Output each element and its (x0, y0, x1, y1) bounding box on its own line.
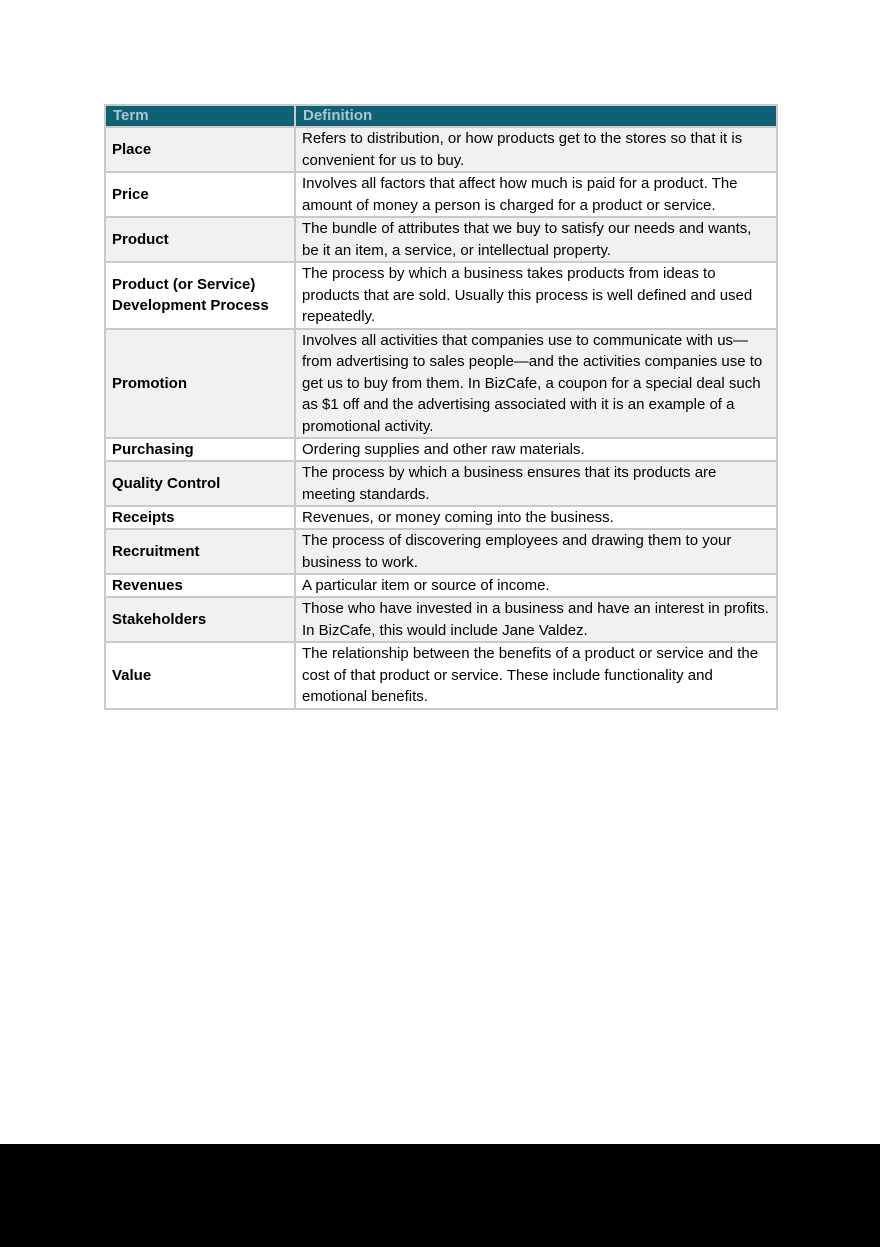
term-cell: Place (105, 127, 295, 172)
term-cell: Purchasing (105, 438, 295, 461)
table-row (105, 172, 777, 217)
definition-cell: Ordering supplies and other raw materials. (295, 438, 777, 461)
table-row (105, 529, 777, 574)
term-cell: Product (105, 217, 295, 262)
table-header-row (105, 105, 777, 127)
definition-cell: The process of discovering employees and drawing them to your business to work. (295, 529, 777, 574)
column-header-term: Term (105, 105, 295, 127)
definition-cell: Those who have invested in a business and have an interest in profits. In BizCafe, this would include Jane Valdez. (295, 597, 777, 642)
black-bottom-bar (0, 1144, 880, 1247)
table-row (105, 127, 777, 172)
glossary-table (104, 104, 778, 710)
term-cell: Promotion (105, 329, 295, 439)
table-row (105, 597, 777, 642)
definition-cell: The relationship between the benefits of a product or service and the cost of that product or service. These include functionality and emotional benefits. (295, 642, 777, 709)
table-row (105, 506, 777, 529)
term-cell: Receipts (105, 506, 295, 529)
term-cell: Recruitment (105, 529, 295, 574)
table-row (105, 329, 777, 439)
definition-cell: Refers to distribution, or how products get to the stores so that it is convenient for us to buy. (295, 127, 777, 172)
definition-cell: The process by which a business ensures that its products are meeting standards. (295, 461, 777, 506)
table-row (105, 461, 777, 506)
definition-cell: Revenues, or money coming into the business. (295, 506, 777, 529)
table-row (105, 262, 777, 329)
term-cell: Quality Control (105, 461, 295, 506)
table-row (105, 217, 777, 262)
definition-cell: A particular item or source of income. (295, 574, 777, 597)
term-cell: Stakeholders (105, 597, 295, 642)
column-header-definition: Definition (295, 105, 777, 127)
term-cell: Price (105, 172, 295, 217)
table-row (105, 574, 777, 597)
definition-cell: The bundle of attributes that we buy to satisfy our needs and wants, be it an item, a service, or intellectual property. (295, 217, 777, 262)
term-cell: Product (or Service) Development Process (105, 262, 295, 329)
term-cell: Value (105, 642, 295, 709)
term-cell: Revenues (105, 574, 295, 597)
table-row (105, 438, 777, 461)
table-row (105, 642, 777, 709)
definition-cell: Involves all activities that companies use to communicate with us—from advertising to sales people—and the activities companies use to get us to buy from them. In BizCafe, a coupon for a special deal such as $1 off and the advertising associated with it is an example of a promotional activity. (295, 329, 777, 439)
definition-cell: The process by which a business takes products from ideas to products that are sold. Usually this process is well defined and used repeatedly. (295, 262, 777, 329)
definition-cell: Involves all factors that affect how much is paid for a product. The amount of money a person is charged for a product or service. (295, 172, 777, 217)
